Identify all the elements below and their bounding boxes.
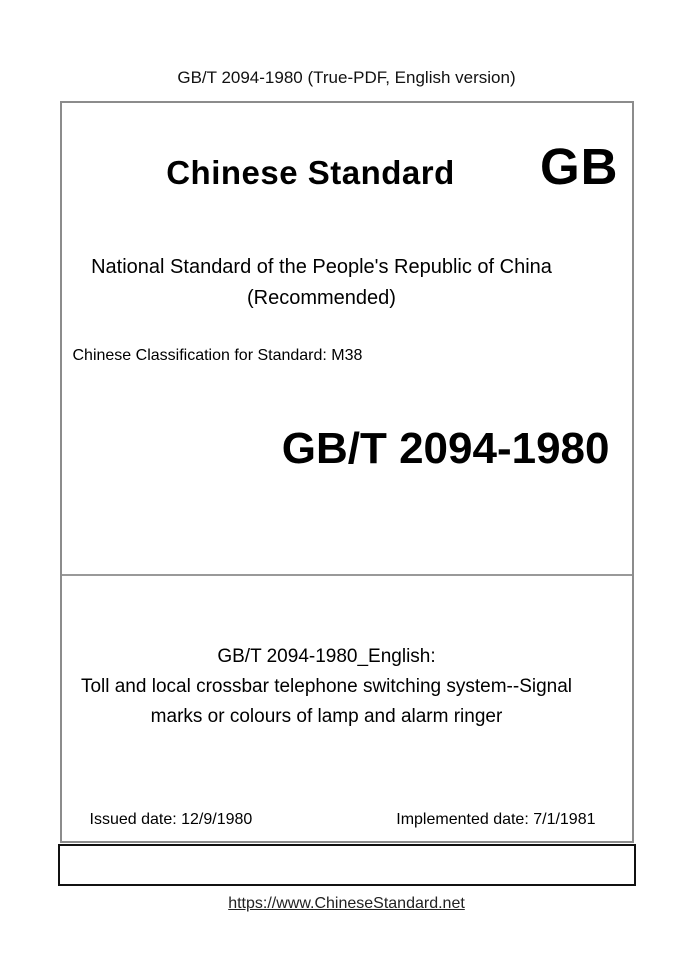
- english-title-block: [62, 642, 632, 732]
- recommended-line: (Recommended): [247, 287, 396, 309]
- cover-title: Chinese Standard: [166, 154, 455, 191]
- implemented-date: Implemented date: 7/1/1981: [396, 811, 596, 828]
- footer-url-link[interactable]: https://www.ChineseStandard.net: [228, 895, 465, 912]
- national-standard-line: National Standard of the People's Republic of China: [91, 256, 552, 278]
- standard-number: GB/T 2094-1980: [281, 424, 610, 473]
- english-title-line-2: Toll and local crossbar telephone switching system--Signal: [80, 676, 573, 697]
- gb-logo: GB: [540, 138, 619, 195]
- issued-date: Issued date: 12/9/1980: [89, 811, 253, 828]
- classification-line: Chinese Classification for Standard: M38: [72, 347, 363, 364]
- english-title-line-1: GB/T 2094-1980_English:: [217, 646, 436, 667]
- section-divider: [62, 574, 632, 576]
- dates-row: [62, 810, 632, 829]
- footer-url-wrapper: [0, 894, 693, 913]
- cover-title-row: [62, 138, 632, 199]
- empty-footer-box: [58, 844, 636, 886]
- cover-main-box: [60, 101, 634, 843]
- english-title-line-3: marks or colours of lamp and alarm ringer: [150, 706, 503, 727]
- page-header-title: GB/T 2094-1980 (True-PDF, English version): [177, 68, 516, 87]
